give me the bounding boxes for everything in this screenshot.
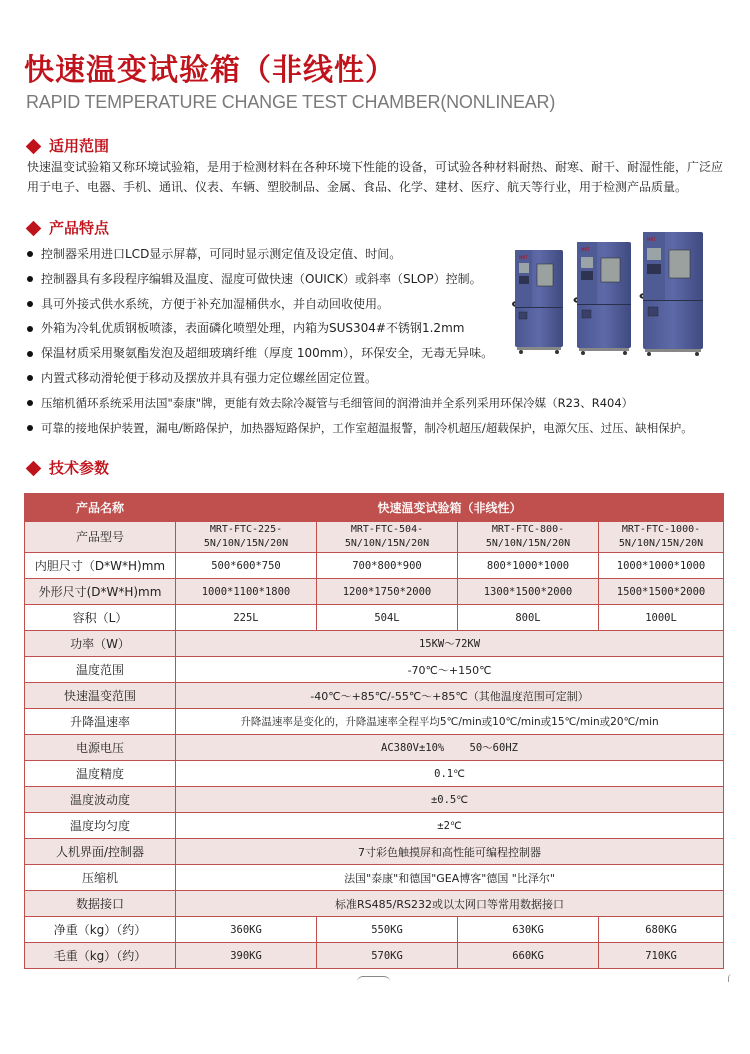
header-value: 快速温变试验箱（非线性） bbox=[176, 494, 724, 522]
corner-mark bbox=[728, 974, 732, 982]
cell: 1300*1500*2000 bbox=[458, 579, 599, 605]
feature-text: 具可外接式供水系统，方便于补充加湿桶供水，并自动回收使用。 bbox=[41, 296, 390, 311]
cell: -40℃～+85℃/-55℃～+85℃（其他温度范围可定制） bbox=[176, 683, 724, 709]
table-row bbox=[25, 631, 724, 657]
cell: 1000L bbox=[599, 605, 724, 631]
bullet-icon bbox=[27, 326, 33, 332]
cell: 800L bbox=[458, 605, 599, 631]
cell: -70℃～+150℃ bbox=[176, 657, 724, 683]
product-image-chambers bbox=[505, 222, 727, 357]
section-heading-scope bbox=[24, 136, 109, 156]
feature-item bbox=[27, 366, 737, 391]
table-row bbox=[25, 813, 724, 839]
row-label: 电源电压 bbox=[25, 735, 176, 761]
model-cell: MRT-FTC-504- 5N/10N/15N/20N bbox=[317, 522, 458, 553]
cell: AC380V±10% 50～60HZ bbox=[176, 735, 724, 761]
cell: 500*600*750 bbox=[176, 553, 317, 579]
feature-text: 控制器采用进口LCD显示屏幕，可同时显示测定值及设定值、时间。 bbox=[41, 247, 402, 261]
table-row bbox=[25, 917, 724, 943]
row-label: 温度范围 bbox=[25, 657, 176, 683]
feature-text: 控制器具有多段程序编辑及温度、湿度可做快速（OUICK）或斜率（SLOP）控制。 bbox=[41, 271, 482, 286]
section-heading-specs bbox=[24, 458, 109, 478]
scope-line: 用于电子、电器、手机、通讯、仪表、车辆、塑胶制品、金属、食品、化学、建材、医疗、航天等行业，用于检测产品质量。 bbox=[27, 180, 688, 194]
feature-item bbox=[27, 416, 737, 441]
chamber-medium bbox=[575, 242, 632, 355]
table-row bbox=[25, 709, 724, 735]
row-label: 压缩机 bbox=[25, 865, 176, 891]
chamber-small bbox=[513, 250, 563, 354]
cell: ±0.5℃ bbox=[176, 787, 724, 813]
cell: 15KW～72KW bbox=[176, 631, 724, 657]
cell: 1000*1100*1800 bbox=[176, 579, 317, 605]
scope-line: 快速温变试验箱又称环境试验箱，是用于检测材料在各种环境下性能的设备，可试验各种材料耐热、耐寒、耐干、耐湿性能，广泛应 bbox=[27, 160, 724, 174]
cell: 1000*1000*1000 bbox=[599, 553, 724, 579]
table-header-row bbox=[25, 494, 724, 522]
cell: 法国"泰康"和德国"GEA博客"德国 "比泽尔" bbox=[176, 865, 724, 891]
bullet-icon bbox=[27, 400, 33, 406]
feature-text: 内置式移动滑轮便于移动及摆放并具有强力定位螺丝固定位置。 bbox=[41, 370, 378, 385]
cell: 标准RS485/RS232或以太网口等常用数据接口 bbox=[176, 891, 724, 917]
row-label: 产品型号 bbox=[25, 522, 176, 553]
section-heading-label: 适用范围 bbox=[49, 137, 110, 155]
table-row bbox=[25, 943, 724, 969]
page-subtitle: RAPID TEMPERATURE CHANGE TEST CHAMBER(NONLINEAR) bbox=[26, 92, 556, 112]
bullet-icon bbox=[27, 425, 33, 431]
page-title: 快速温变试验箱（非线性） bbox=[24, 53, 396, 88]
model-cell: MRT-FTC-1000- 5N/10N/15N/20N bbox=[599, 522, 724, 553]
table-row bbox=[25, 787, 724, 813]
spec-table bbox=[24, 493, 724, 969]
table-row bbox=[25, 891, 724, 917]
cell: 360KG bbox=[176, 917, 317, 943]
bullet-icon bbox=[27, 276, 33, 282]
table-row bbox=[25, 865, 724, 891]
table-row bbox=[25, 735, 724, 761]
bullet-icon bbox=[27, 351, 33, 357]
cell: 390KG bbox=[176, 943, 317, 969]
row-label: 快速温变范围 bbox=[25, 683, 176, 709]
table-row-model bbox=[25, 522, 724, 553]
cell: 0.1℃ bbox=[176, 761, 724, 787]
table-row bbox=[25, 553, 724, 579]
table-row bbox=[25, 657, 724, 683]
row-label: 温度均匀度 bbox=[25, 813, 176, 839]
bullet-icon bbox=[27, 301, 33, 307]
feature-text: 压缩机循环系统采用法国"泰康"牌，更能有效去除冷凝管与毛细管间的润滑油并全系列采用环保冷媒（R23、R404） bbox=[41, 395, 634, 410]
table-row bbox=[25, 683, 724, 709]
feature-text: 可靠的接地保护装置，漏电/断路保护，加热器短路保护，工作室超温报警，制冷机超压/超载保护，电源欠压、过压、缺相保护。 bbox=[41, 420, 693, 435]
svg-text:MRT: MRT bbox=[519, 255, 528, 260]
model-cell: MRT-FTC-800- 5N/10N/15N/20N bbox=[458, 522, 599, 553]
cell: 7寸彩色触摸屏和高性能可编程控制器 bbox=[176, 839, 724, 865]
cell: 1200*1750*2000 bbox=[317, 579, 458, 605]
cell: 550KG bbox=[317, 917, 458, 943]
table-row bbox=[25, 761, 724, 787]
svg-text:MRT: MRT bbox=[647, 237, 656, 242]
row-label: 温度精度 bbox=[25, 761, 176, 787]
row-label: 升降温速率 bbox=[25, 709, 176, 735]
row-label: 功率（W） bbox=[25, 631, 176, 657]
cell: 升降温速率是变化的，升降温速率全程平均5℃/min或10℃/min或15℃/min或20℃/min bbox=[176, 709, 724, 735]
cell: 800*1000*1000 bbox=[458, 553, 599, 579]
cell: 570KG bbox=[317, 943, 458, 969]
row-label: 容积（L） bbox=[25, 605, 176, 631]
diamond-icon bbox=[26, 220, 42, 236]
section-heading-label: 产品特点 bbox=[49, 219, 110, 237]
chamber-large bbox=[641, 232, 704, 356]
page-fold-mark bbox=[357, 976, 390, 982]
bullet-icon bbox=[27, 251, 33, 257]
feature-text: 保温材质采用聚氨酯发泡及超细玻璃纤维（厚度 100mm），环保安全，无毒无异味。 bbox=[41, 346, 494, 361]
section-heading-features bbox=[24, 218, 109, 238]
cell: 680KG bbox=[599, 917, 724, 943]
row-label: 毛重（kg）（约） bbox=[25, 943, 176, 969]
feature-text: 外箱为冷轧优质钢板喷漆，表面磷化喷塑处理，内箱为SUS304#不锈钢1.2mm bbox=[41, 321, 465, 336]
row-label: 温度波动度 bbox=[25, 787, 176, 813]
cell: 710KG bbox=[599, 943, 724, 969]
row-label: 人机界面/控制器 bbox=[25, 839, 176, 865]
cell: 700*800*900 bbox=[317, 553, 458, 579]
svg-text:MRT: MRT bbox=[581, 247, 590, 252]
table-row bbox=[25, 579, 724, 605]
cell: 504L bbox=[317, 605, 458, 631]
cell: ±2℃ bbox=[176, 813, 724, 839]
table-row bbox=[25, 605, 724, 631]
header-label: 产品名称 bbox=[25, 494, 176, 522]
cell: 225L bbox=[176, 605, 317, 631]
diamond-icon bbox=[26, 138, 42, 154]
row-label: 数据接口 bbox=[25, 891, 176, 917]
cell: 660KG bbox=[458, 943, 599, 969]
model-cell: MRT-FTC-225- 5N/10N/15N/20N bbox=[176, 522, 317, 553]
cell: 1500*1500*2000 bbox=[599, 579, 724, 605]
scope-paragraph bbox=[27, 157, 727, 197]
bullet-icon bbox=[27, 375, 33, 381]
table-row bbox=[25, 839, 724, 865]
cell: 630KG bbox=[458, 917, 599, 943]
diamond-icon bbox=[26, 460, 42, 476]
feature-item bbox=[27, 391, 737, 416]
row-label: 内胆尺寸（D*W*H)mm bbox=[25, 553, 176, 579]
row-label: 外形尺寸(D*W*H)mm bbox=[25, 579, 176, 605]
section-heading-label: 技术参数 bbox=[49, 459, 110, 477]
row-label: 净重（kg）（约） bbox=[25, 917, 176, 943]
